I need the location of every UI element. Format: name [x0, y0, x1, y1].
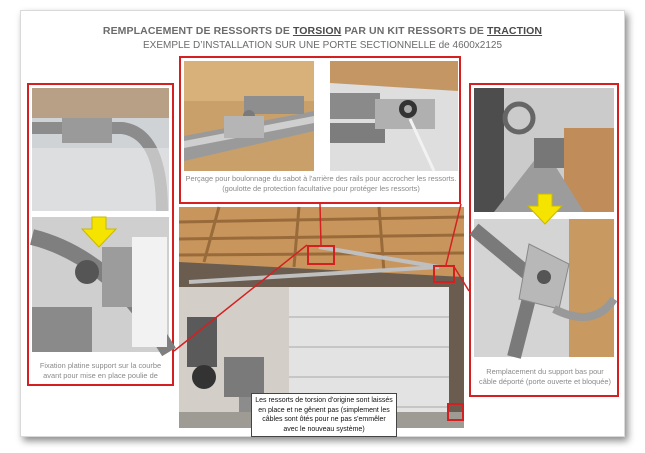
caption-left: Fixation platine support sur la courbe avant pour mise en place poulie de: [39, 361, 162, 380]
down-arrow-icon: [82, 217, 116, 247]
photo-spring-pulley: [330, 61, 458, 171]
top-center-panel: [179, 56, 461, 204]
page-title: REMPLACEMENT DE RESSORTS DE TORSION PAR UN KIT RESSORTS DE TRACTION: [102, 25, 543, 37]
page-subtitle: EXEMPLE D’INSTALLATION SUR UNE PORTE SECTIONNELLE de 4600x2125: [142, 40, 503, 51]
photo-bottom-bracket-new: [474, 219, 614, 357]
down-arrow-icon: [528, 194, 562, 224]
right-panel: [469, 83, 619, 397]
center-note: Les ressorts de torsion d'origine sont laissés en place et ne gênent pas (simplement les câbles sont ôtés pour ne pas s'emmêler avec le nouveau système): [251, 393, 397, 437]
title-keyword-traction: TRACTION: [487, 25, 543, 37]
photo-curve-top: [32, 88, 169, 211]
caption-top-center: Perçage pour boulonnage du sabot à l'arrière des rails pour accrocher les ressorts. (goulotte de protection facultative pour protéger les ressorts): [185, 174, 457, 193]
highlight-top-corner: [433, 265, 455, 283]
title-keyword-torsion: TORSION: [292, 25, 342, 37]
caption-right: Remplacement du support bas pour câble déporté (porte ouverte et bloquée): [479, 367, 611, 386]
photo-rail-bracket: [184, 61, 314, 171]
highlight-bottom-bracket: [447, 403, 464, 421]
highlight-rail-joint: [307, 245, 335, 265]
document-sheet: [20, 10, 625, 437]
photo-garage-overview: [179, 207, 464, 433]
